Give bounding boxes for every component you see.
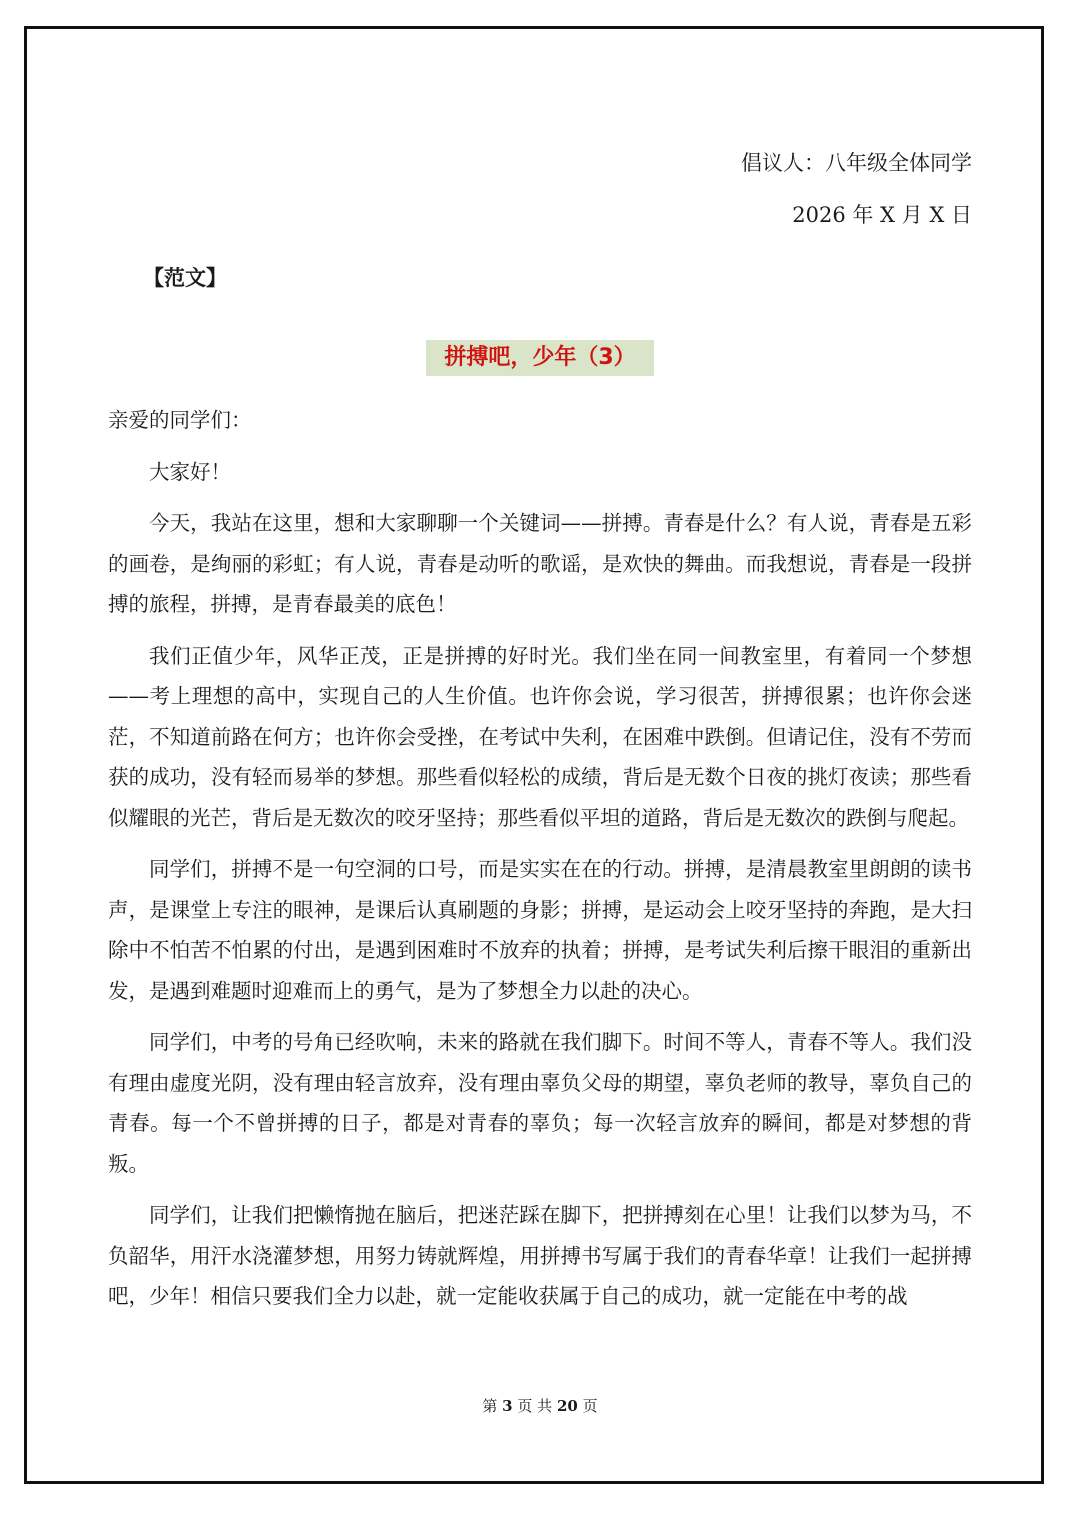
title-container [0, 340, 1080, 376]
essay-title: 拼搏吧，少年（3） [426, 340, 653, 376]
paragraph: 同学们，拼搏不是一句空洞的口号，而是实实在在的行动。拼搏，是清晨教室里朗朗的读书声，是课堂上专注的眼神，是课后认真刷题的身影；拼搏，是运动会上咬牙坚持的奔跑，是大扫除中不怕苦不怕累的付出，是遇到困难时不放弃的执着；拼搏，是考试失利后擦干眼泪的重新出发，是遇到难题时迎难而上的勇气，是为了梦想全力以赴的决心。 [108, 857, 972, 1003]
paragraph: 同学们，让我们把懒惰抛在脑后，把迷茫踩在脚下，把拼搏刻在心里！让我们以梦为马，不负韶华，用汗水浇灌梦想，用努力铸就辉煌，用拼搏书写属于我们的青春华章！让我们一起拼搏吧，少年！相信只要我们全力以赴，就一定能收获属于自己的成功，就一定能在中考的战 [108, 1203, 972, 1308]
paragraph: 同学们，中考的号角已经吹响，未来的路就在我们脚下。时间不等人，青春不等人。我们没有理由虚度光阴，没有理由轻言放弃，没有理由辜负父母的期望，辜负老师的教导，辜负自己的青春。每一个不曾拼搏的日子，都是对青春的辜负；每一次轻言放弃的瞬间，都是对梦想的背叛。 [108, 1030, 972, 1176]
current-page-number: 3 [502, 1397, 513, 1415]
essay-body [108, 400, 972, 1328]
signature-author: 倡议人：八年级全体同学 [741, 151, 972, 175]
footer-suffix: 页 [582, 1397, 598, 1415]
footer-middle: 页 共 [517, 1397, 553, 1415]
paragraph: 今天，我站在这里，想和大家聊聊一个关键词——拼搏。青春是什么？有人说，青春是五彩的画卷，是绚丽的彩虹；有人说，青春是动听的歌谣，是欢快的舞曲。而我想说，青春是一段拼搏的旅程，拼搏，是青春最美的底色！ [108, 511, 972, 616]
total-pages-number: 20 [556, 1397, 578, 1415]
footer-prefix: 第 [482, 1397, 498, 1415]
salutation: 亲爱的同学们： [108, 408, 252, 432]
page-footer [0, 1395, 1080, 1416]
paragraph: 我们正值少年，风华正茂，正是拼搏的好时光。我们坐在同一间教室里，有着同一个梦想——考上理想的高中，实现自己的人生价值。也许你会说，学习很苦，拼搏很累；也许你会迷茫，不知道前路在何方；也许你会受挫，在考试中失利，在困难中跌倒。但请记住，没有不劳而获的成功，没有轻而易举的梦想。那些看似轻松的成绩，背后是无数个日夜的挑灯夜读；那些看似耀眼的光芒，背后是无数次的咬牙坚持；那些看似平坦的道路，背后是无数次的跌倒与爬起。 [108, 643, 972, 830]
signature-date: 2026 年 X 月 X 日 [792, 203, 972, 227]
paragraph-greeting: 大家好！ [149, 459, 231, 484]
section-label: 【范文】 [143, 266, 227, 290]
